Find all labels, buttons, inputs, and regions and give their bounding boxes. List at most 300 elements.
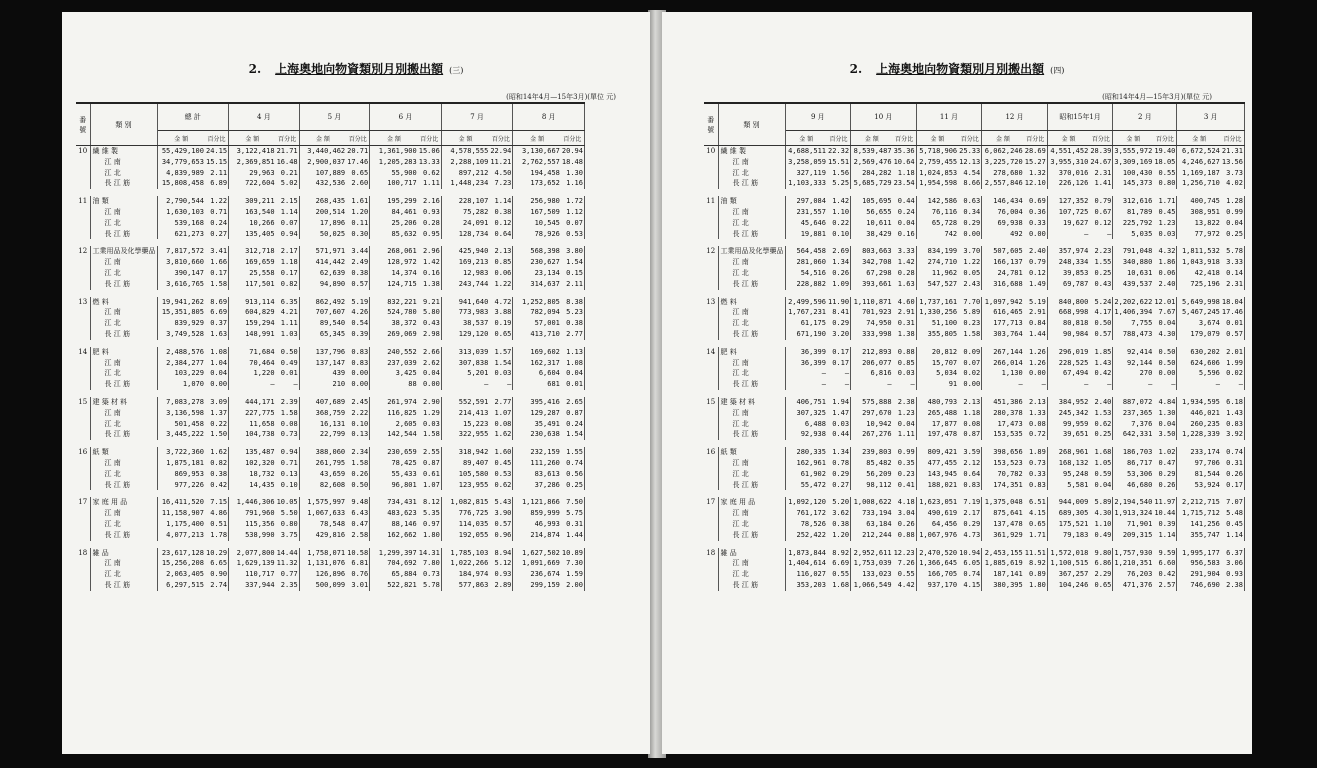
percent-cell: 2.40 <box>1024 246 1048 257</box>
percent-cell: 0.45 <box>1221 519 1245 530</box>
group-spacer <box>704 440 1244 447</box>
percent-cell: 0.78 <box>827 458 851 469</box>
amount-cell: 4,578,555 <box>450 147 489 155</box>
percent-cell: 0.55 <box>1153 168 1177 179</box>
percent-cell: 23.54 <box>893 179 915 188</box>
amount-cell: 384,952 <box>1058 397 1089 406</box>
region-name: 江 南 <box>718 508 785 519</box>
group-spacer <box>76 189 584 196</box>
percent-cell: 1.38 <box>893 329 917 340</box>
percent-cell: 1.80 <box>418 530 442 541</box>
percent-cell: 0.39 <box>346 329 370 340</box>
amount-cell: 111,260 <box>530 458 560 467</box>
amount-cell: 63,184 <box>866 519 892 528</box>
amount-cell: 1,024,853 <box>919 168 958 177</box>
amount-cell: 2,470,520 <box>919 548 958 557</box>
amount-cell: 707,607 <box>315 308 346 317</box>
percent-cell: 2.29 <box>1089 569 1113 580</box>
amount-cell: 237,365 <box>1122 408 1153 417</box>
amount-cell: 577,863 <box>458 580 489 589</box>
amount-cell: 834,199 <box>927 247 958 256</box>
category-number <box>704 218 718 229</box>
percent-cell: 1.89 <box>1024 447 1048 458</box>
percent-cell: 12.10 <box>1024 179 1046 188</box>
percent-cell: 0.80 <box>1153 178 1177 189</box>
percent-cell: 1.12 <box>561 207 585 218</box>
percent-cell: 4.42 <box>893 580 917 591</box>
amount-cell: 564,458 <box>796 247 826 256</box>
amount-cell: 17,473 <box>997 419 1023 428</box>
percent-cell: 10.44 <box>1154 509 1176 518</box>
amount-cell: 188,021 <box>927 480 958 489</box>
header-percent: 百分比 <box>1221 131 1245 146</box>
category-name: 家 庭 用 品 <box>718 497 785 508</box>
amount-cell: 11,658 <box>249 419 275 428</box>
percent-cell: 0.50 <box>1153 358 1177 369</box>
percent-cell: 0.33 <box>1024 218 1048 229</box>
amount-cell: 7,083,278 <box>166 397 204 406</box>
percent-cell: 0.83 <box>346 358 370 369</box>
amount-cell: 937,170 <box>927 580 958 589</box>
percent-cell: 7.80 <box>418 558 442 569</box>
amount-cell: 5,685,729 <box>853 179 892 188</box>
percent-cell: 0.25 <box>1089 268 1113 279</box>
amount-cell: 3,616,765 <box>166 279 204 288</box>
percent-cell: 5.89 <box>958 307 982 318</box>
category-number <box>76 358 90 369</box>
percent-cell: 3.41 <box>205 246 229 257</box>
amount-cell: 701,923 <box>862 308 892 317</box>
amount-cell: 734,431 <box>387 498 417 507</box>
amount-cell: 1,097,942 <box>984 297 1023 306</box>
amount-cell: 194,458 <box>530 168 560 177</box>
percent-cell: 2.89 <box>489 580 513 591</box>
amount-cell: 5,201 <box>467 369 489 378</box>
percent-cell: 0.49 <box>1089 530 1113 541</box>
percent-cell: 0.90 <box>205 569 229 580</box>
amount-cell: 129,287 <box>530 408 560 417</box>
amount-cell: 1,008,622 <box>853 498 892 507</box>
table-row <box>704 580 1244 591</box>
amount-cell: 148,991 <box>245 329 275 338</box>
category-number <box>76 469 90 480</box>
amount-cell: 143,945 <box>927 469 958 478</box>
amount-cell: 859,999 <box>530 509 560 518</box>
percent-cell: 9.80 <box>1089 548 1113 559</box>
category-name: 繊 維 製 <box>90 146 157 157</box>
amount-cell: 1,205,283 <box>378 157 417 166</box>
percent-cell: 2.38 <box>1221 580 1245 591</box>
percent-cell: 2.35 <box>276 580 300 591</box>
percent-cell: 1.56 <box>827 168 851 179</box>
percent-cell: 0.31 <box>1221 458 1245 469</box>
amount-cell: 367,257 <box>1058 570 1089 579</box>
amount-cell: 568,398 <box>530 247 560 256</box>
amount-cell: 236,674 <box>530 570 560 579</box>
amount-cell: 388,060 <box>315 448 346 457</box>
category-number <box>76 530 90 541</box>
percent-cell: 5.75 <box>561 508 585 519</box>
percent-cell: — <box>1089 229 1113 240</box>
category-number <box>704 329 718 340</box>
amount-cell: 307,325 <box>796 408 826 417</box>
percent-cell: 14.44 <box>276 548 298 557</box>
percent-cell: 1.63 <box>205 329 229 340</box>
percent-cell: 0.38 <box>205 469 229 480</box>
amount-cell: 355,805 <box>927 329 958 338</box>
amount-cell: 12,983 <box>463 268 489 277</box>
amount-cell: 267,276 <box>862 430 892 439</box>
amount-cell: 135,405 <box>245 229 275 238</box>
amount-cell: 214,413 <box>458 408 489 417</box>
percent-cell: 1.99 <box>1221 358 1245 369</box>
amount-cell: 398,656 <box>993 448 1023 457</box>
table-row <box>76 218 584 229</box>
percent-cell: 4.54 <box>958 168 982 179</box>
amount-cell: 3,440,462 <box>307 147 346 155</box>
amount-cell: 370,016 <box>1058 168 1089 177</box>
amount-cell: 37,286 <box>534 480 560 489</box>
category-number <box>704 318 718 329</box>
percent-cell: 21.71 <box>276 147 298 155</box>
table-row <box>704 268 1244 279</box>
amount-cell: 36,399 <box>800 358 826 367</box>
amount-cell: 2,077,800 <box>236 548 275 557</box>
percent-cell: 1.66 <box>205 257 229 268</box>
amount-cell: 7,376 <box>1131 419 1153 428</box>
amount-cell: 10,942 <box>866 419 892 428</box>
percent-cell: 5.24 <box>1089 297 1113 308</box>
percent-cell: 0.23 <box>958 318 982 329</box>
amount-cell: — <box>270 380 275 389</box>
amount-cell: 260,235 <box>1190 419 1220 428</box>
amount-cell: 145,373 <box>1122 179 1153 188</box>
amount-cell: 69,938 <box>997 218 1023 227</box>
percent-cell: 0.54 <box>346 318 370 329</box>
category-number <box>704 178 718 189</box>
table-row <box>76 329 584 340</box>
amount-cell: 3,309,169 <box>1114 157 1153 166</box>
amount-cell: 897,212 <box>458 168 489 177</box>
header-amount: 金 額 <box>229 131 276 146</box>
percent-cell: 0.03 <box>1153 229 1177 240</box>
percent-cell: 2.15 <box>276 196 300 207</box>
region-name: 江 南 <box>90 257 157 268</box>
percent-cell: 4.73 <box>958 530 982 541</box>
amount-cell: 81,544 <box>1194 469 1220 478</box>
percent-cell: 2.38 <box>893 397 917 408</box>
percent-cell: 1.11 <box>418 178 442 189</box>
table-row <box>76 246 584 257</box>
category-number <box>76 279 90 290</box>
amount-cell: 776,725 <box>458 509 489 518</box>
amount-cell: 492 <box>1010 229 1023 238</box>
percent-cell: — <box>827 368 851 379</box>
amount-cell: 522,821 <box>387 580 417 589</box>
amount-cell: 5,467,245 <box>1181 308 1220 317</box>
amount-cell: 78,548 <box>319 519 346 528</box>
amount-cell: 1,767,231 <box>788 308 826 317</box>
percent-cell: 1.62 <box>489 429 513 440</box>
region-name: 長 江 筋 <box>718 580 785 591</box>
amount-cell: 230,627 <box>530 258 560 267</box>
amount-cell: 380,395 <box>993 580 1023 589</box>
amount-cell: 230,638 <box>530 430 560 439</box>
percent-cell: 1.04 <box>205 358 229 369</box>
amount-cell: 233,174 <box>1190 448 1220 457</box>
percent-cell: 8.94 <box>489 548 513 559</box>
category-number: 16 <box>704 447 718 458</box>
percent-cell: 2.66 <box>418 347 442 358</box>
amount-cell: 1,082,815 <box>450 498 489 507</box>
category-number <box>704 168 718 179</box>
percent-cell: 10.64 <box>893 157 915 166</box>
category-number: 18 <box>76 548 90 559</box>
percent-cell: 15.27 <box>1024 157 1046 166</box>
table-row <box>704 458 1244 469</box>
category-number <box>76 419 90 430</box>
header-percent: 百分比 <box>1153 131 1177 146</box>
amount-cell: 25,558 <box>249 268 275 277</box>
amount-cell: 1,091,669 <box>521 559 560 568</box>
title-suffix: (四) <box>1050 66 1065 75</box>
region-name: 江 南 <box>90 358 157 369</box>
amount-cell: 284,282 <box>862 168 892 177</box>
percent-cell: 0.26 <box>1153 480 1177 491</box>
percent-cell: 0.94 <box>276 229 300 240</box>
table-row <box>704 246 1244 257</box>
group-spacer <box>704 239 1244 246</box>
amount-cell: 153,535 <box>993 430 1023 439</box>
amount-cell: 88,146 <box>391 519 417 528</box>
percent-cell: 3.50 <box>1153 429 1177 440</box>
percent-cell: 5.23 <box>561 307 585 318</box>
amount-cell: 361,929 <box>993 530 1023 539</box>
amount-cell: 7,817,572 <box>166 247 204 256</box>
amount-cell: 839,929 <box>174 319 204 328</box>
percent-cell: 2.91 <box>893 307 917 318</box>
amount-cell: 232,159 <box>530 448 560 457</box>
amount-cell: 266,014 <box>993 358 1023 367</box>
percent-cell: 0.74 <box>561 458 585 469</box>
category-name: 肥 料 <box>718 347 785 358</box>
percent-cell: 1.43 <box>1221 408 1245 419</box>
amount-cell: 296,019 <box>1058 347 1089 356</box>
table-row <box>704 419 1244 430</box>
region-name: 長 江 筋 <box>90 580 157 591</box>
amount-cell: 2,384,277 <box>166 358 204 367</box>
amount-cell: 2,063,405 <box>166 570 204 579</box>
percent-cell: 1.54 <box>561 429 585 440</box>
percent-cell: 3.20 <box>827 329 851 340</box>
amount-cell: 887,072 <box>1122 397 1153 406</box>
percent-cell: 0.51 <box>205 519 229 530</box>
percent-cell: 2.62 <box>418 358 442 369</box>
amount-cell: 941,640 <box>458 297 489 306</box>
percent-cell: 1.44 <box>561 530 585 541</box>
percent-cell: 0.26 <box>827 268 851 279</box>
amount-cell: 265,488 <box>927 408 958 417</box>
amount-cell: 791,048 <box>1122 247 1153 256</box>
percent-cell: 10.05 <box>276 498 298 507</box>
page-title <box>62 60 650 77</box>
percent-cell: 0.27 <box>205 229 229 240</box>
percent-cell: 0.45 <box>1153 207 1177 218</box>
region-name: 江 南 <box>90 307 157 318</box>
percent-cell: 6.89 <box>205 178 229 189</box>
amount-cell: 2,288,109 <box>450 157 489 166</box>
percent-cell: 1.68 <box>1089 447 1113 458</box>
category-number: 10 <box>704 146 718 157</box>
table-row <box>704 368 1244 379</box>
percent-cell: 1.33 <box>1024 408 1048 419</box>
header-amount: 金 額 <box>157 131 205 146</box>
percent-cell: 7.50 <box>561 497 585 508</box>
amount-cell: 65,884 <box>391 570 417 579</box>
amount-cell: 1,022,266 <box>450 559 489 568</box>
table-row <box>76 229 584 240</box>
amount-cell: 104,246 <box>1058 580 1089 589</box>
region-name: 江 北 <box>90 318 157 329</box>
amount-cell: 337,944 <box>245 580 275 589</box>
percent-cell: 0.00 <box>1024 229 1048 240</box>
percent-cell: — <box>1221 379 1245 390</box>
amount-cell: 6,672,524 <box>1181 147 1220 155</box>
amount-cell: 299,159 <box>530 580 560 589</box>
amount-cell: 406,751 <box>796 397 826 406</box>
percent-cell: 7.23 <box>489 178 513 189</box>
group-spacer <box>704 541 1244 548</box>
percent-cell: 0.10 <box>827 229 851 240</box>
amount-cell: 15,256,208 <box>161 559 204 568</box>
percent-cell: 1.34 <box>827 447 851 458</box>
percent-cell: 1.60 <box>489 447 513 458</box>
title-number: 2. <box>849 62 863 76</box>
percent-cell: 2.90 <box>418 397 442 408</box>
amount-cell: 788,473 <box>1122 329 1153 338</box>
percent-cell: 3.04 <box>893 508 917 519</box>
category-number <box>704 569 718 580</box>
percent-cell: 1.85 <box>1089 347 1113 358</box>
percent-cell: 0.93 <box>489 569 513 580</box>
table-row <box>76 318 584 329</box>
amount-cell: 90,984 <box>1063 329 1089 338</box>
table-row <box>76 419 584 430</box>
header-amount: 金 額 <box>916 131 958 146</box>
percent-cell: 0.01 <box>1221 318 1245 329</box>
percent-cell: 1.22 <box>205 196 229 207</box>
header-month: 總 計 <box>157 103 229 131</box>
amount-cell: 2,952,611 <box>853 548 892 557</box>
percent-cell: 0.41 <box>893 480 917 491</box>
percent-cell: 1.11 <box>276 318 300 329</box>
percent-cell: 7.19 <box>958 497 982 508</box>
percent-cell: 0.01 <box>561 379 585 390</box>
percent-cell: — <box>893 379 917 390</box>
amount-cell: 210 <box>332 380 346 389</box>
percent-cell: 1.53 <box>1089 408 1113 419</box>
left-page <box>62 12 650 754</box>
percent-cell: 0.56 <box>561 469 585 480</box>
region-name: 長 江 筋 <box>90 279 157 290</box>
amount-cell: 175,521 <box>1058 519 1089 528</box>
amount-cell: 3,445,222 <box>166 430 204 439</box>
percent-cell: 0.17 <box>827 358 851 369</box>
amount-cell: 45,646 <box>800 218 826 227</box>
percent-cell: 3.09 <box>205 397 229 408</box>
percent-cell: 10.29 <box>206 548 228 557</box>
table-row <box>76 196 584 207</box>
category-number <box>704 419 718 430</box>
region-name: 江 北 <box>718 469 785 480</box>
percent-cell: 2.57 <box>1153 580 1177 591</box>
amount-cell: 2,202,622 <box>1114 297 1153 306</box>
table-row <box>704 497 1244 508</box>
percent-cell: 5.48 <box>1221 508 1245 519</box>
percent-cell: 0.19 <box>489 318 513 329</box>
amount-cell: 226,126 <box>1058 179 1089 188</box>
percent-cell: 0.50 <box>276 347 300 358</box>
header-amount: 金 額 <box>1113 131 1153 146</box>
amount-cell: 5,034 <box>936 369 958 378</box>
percent-cell: 0.11 <box>346 218 370 229</box>
header-category: 類 別 <box>718 103 785 146</box>
table-row <box>704 257 1244 268</box>
percent-cell: 1.14 <box>489 196 513 207</box>
percent-cell: 6.37 <box>1221 548 1245 559</box>
amount-cell: 81,789 <box>1127 207 1153 216</box>
amount-cell: 17,877 <box>931 419 958 428</box>
amount-cell: 114,035 <box>458 519 489 528</box>
amount-cell: 16,131 <box>319 419 346 428</box>
percent-cell: 0.16 <box>893 229 917 240</box>
percent-cell: 0.15 <box>561 268 585 279</box>
amount-cell: 102,320 <box>245 458 275 467</box>
table-row <box>704 229 1244 240</box>
table-row <box>704 429 1244 440</box>
percent-cell: 0.10 <box>346 419 370 430</box>
amount-cell: 407,689 <box>315 397 346 406</box>
percent-cell: 1.14 <box>1221 530 1245 541</box>
amount-cell: 6,816 <box>870 369 892 378</box>
percent-cell: 18.04 <box>1221 297 1243 306</box>
percent-cell: 21.31 <box>1221 147 1243 155</box>
percent-cell: 2.00 <box>561 580 585 591</box>
category-number <box>704 358 718 369</box>
amount-cell: 291,904 <box>1190 570 1220 579</box>
percent-cell: 1.58 <box>276 408 300 419</box>
table-row <box>76 297 584 308</box>
amount-cell: 429,816 <box>315 530 346 539</box>
table-row <box>704 469 1244 480</box>
percent-cell: 0.26 <box>346 469 370 480</box>
amount-cell: 10,266 <box>249 218 275 227</box>
percent-cell: 0.71 <box>276 458 300 469</box>
amount-cell: 25,206 <box>391 218 417 227</box>
table-row <box>704 519 1244 530</box>
amount-cell: 1,131,076 <box>307 559 346 568</box>
category-number <box>76 329 90 340</box>
percent-cell: 13.33 <box>418 157 440 166</box>
percent-cell: 0.34 <box>958 207 982 218</box>
percent-cell: 0.42 <box>1089 368 1113 379</box>
amount-cell: 5,581 <box>1067 480 1089 489</box>
percent-cell: 4.30 <box>1089 508 1113 519</box>
amount-cell: 3,810,660 <box>166 258 204 267</box>
percent-cell: 0.80 <box>276 519 300 530</box>
amount-cell: 4,551,452 <box>1050 147 1089 155</box>
amount-cell: 89,540 <box>319 319 346 328</box>
